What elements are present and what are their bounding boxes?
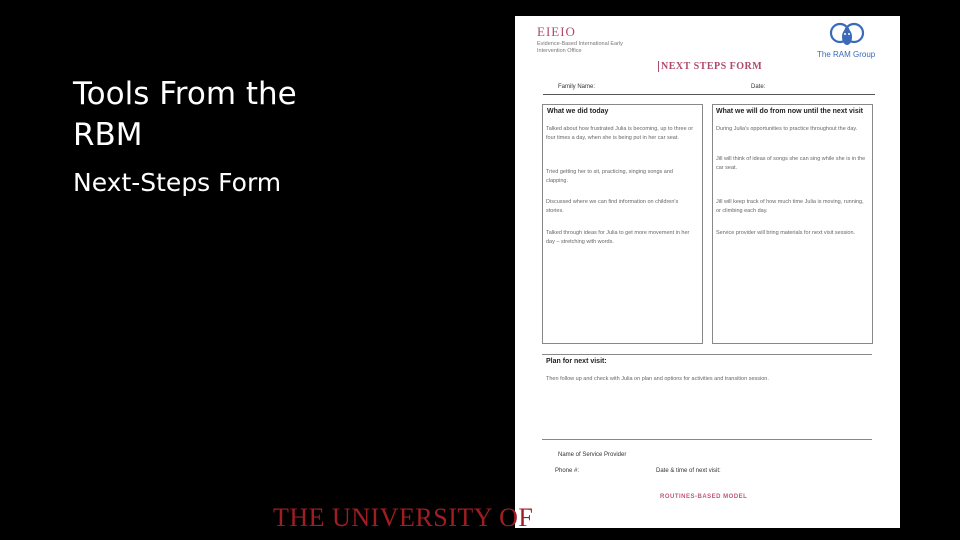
what-we-will-do-title: What we will do from now until the next visit bbox=[716, 108, 864, 115]
what-we-did-title: What we did today bbox=[547, 108, 609, 115]
routines-based-model-brand: ROUTINES-BASED MODEL bbox=[660, 494, 748, 500]
will-note-2: Jill will think of ideas of songs she can sing while she is in the car seat. bbox=[716, 156, 866, 171]
header-rule bbox=[543, 94, 875, 95]
eieio-logo-subtitle: Evidence-Based International Early Intervention Office bbox=[537, 41, 623, 54]
eieio-logo: EIEIO bbox=[537, 24, 576, 39]
date-label: Date: bbox=[751, 84, 766, 90]
what-we-will-do-box bbox=[712, 104, 873, 344]
plan-note: Then follow up and check with Julia on plan and options for activities and transition session. bbox=[546, 376, 769, 382]
did-note-1: Talked about how frustrated Julia is becoming, up to three or four times a day, when she is being put in her car seat. bbox=[546, 126, 694, 141]
plan-bottom-rule bbox=[542, 439, 872, 440]
slide-subtitle: Next-Steps Form bbox=[73, 168, 282, 197]
ram-group-icon bbox=[829, 19, 865, 49]
will-note-3: Jill will keep track of how much time Julia is moving, running, or climbing each day. bbox=[716, 199, 864, 214]
form-title: NEXT STEPS FORM bbox=[658, 61, 762, 72]
will-note-4: Service provider will bring materials for next visit session. bbox=[716, 230, 856, 236]
plan-title: Plan for next visit: bbox=[546, 358, 607, 365]
plan-top-rule bbox=[542, 354, 872, 355]
did-note-2: Tried getting her to sit, practicing, singing songs and clapping. bbox=[546, 169, 673, 184]
phone-label: Phone #: bbox=[555, 468, 580, 474]
did-note-3: Discussed where we can find information on children's stories. bbox=[546, 199, 679, 214]
did-note-4: Talked through ideas for Julia to get more movement in her day – stretching with words. bbox=[546, 230, 690, 245]
university-footer: THE UNIVERSITY OF bbox=[273, 503, 534, 532]
will-note-1: During Julia's opportunities to practice throughout the day. bbox=[716, 126, 858, 132]
ram-group-name: The RAM Group bbox=[817, 50, 876, 59]
service-provider-label: Name of Service Provider bbox=[558, 452, 627, 458]
next-steps-form-image bbox=[515, 16, 900, 528]
next-visit-label: Date & time of next visit: bbox=[656, 468, 721, 474]
family-name-label: Family Name: bbox=[558, 84, 596, 90]
slide-title: Tools From the RBM bbox=[73, 76, 297, 153]
